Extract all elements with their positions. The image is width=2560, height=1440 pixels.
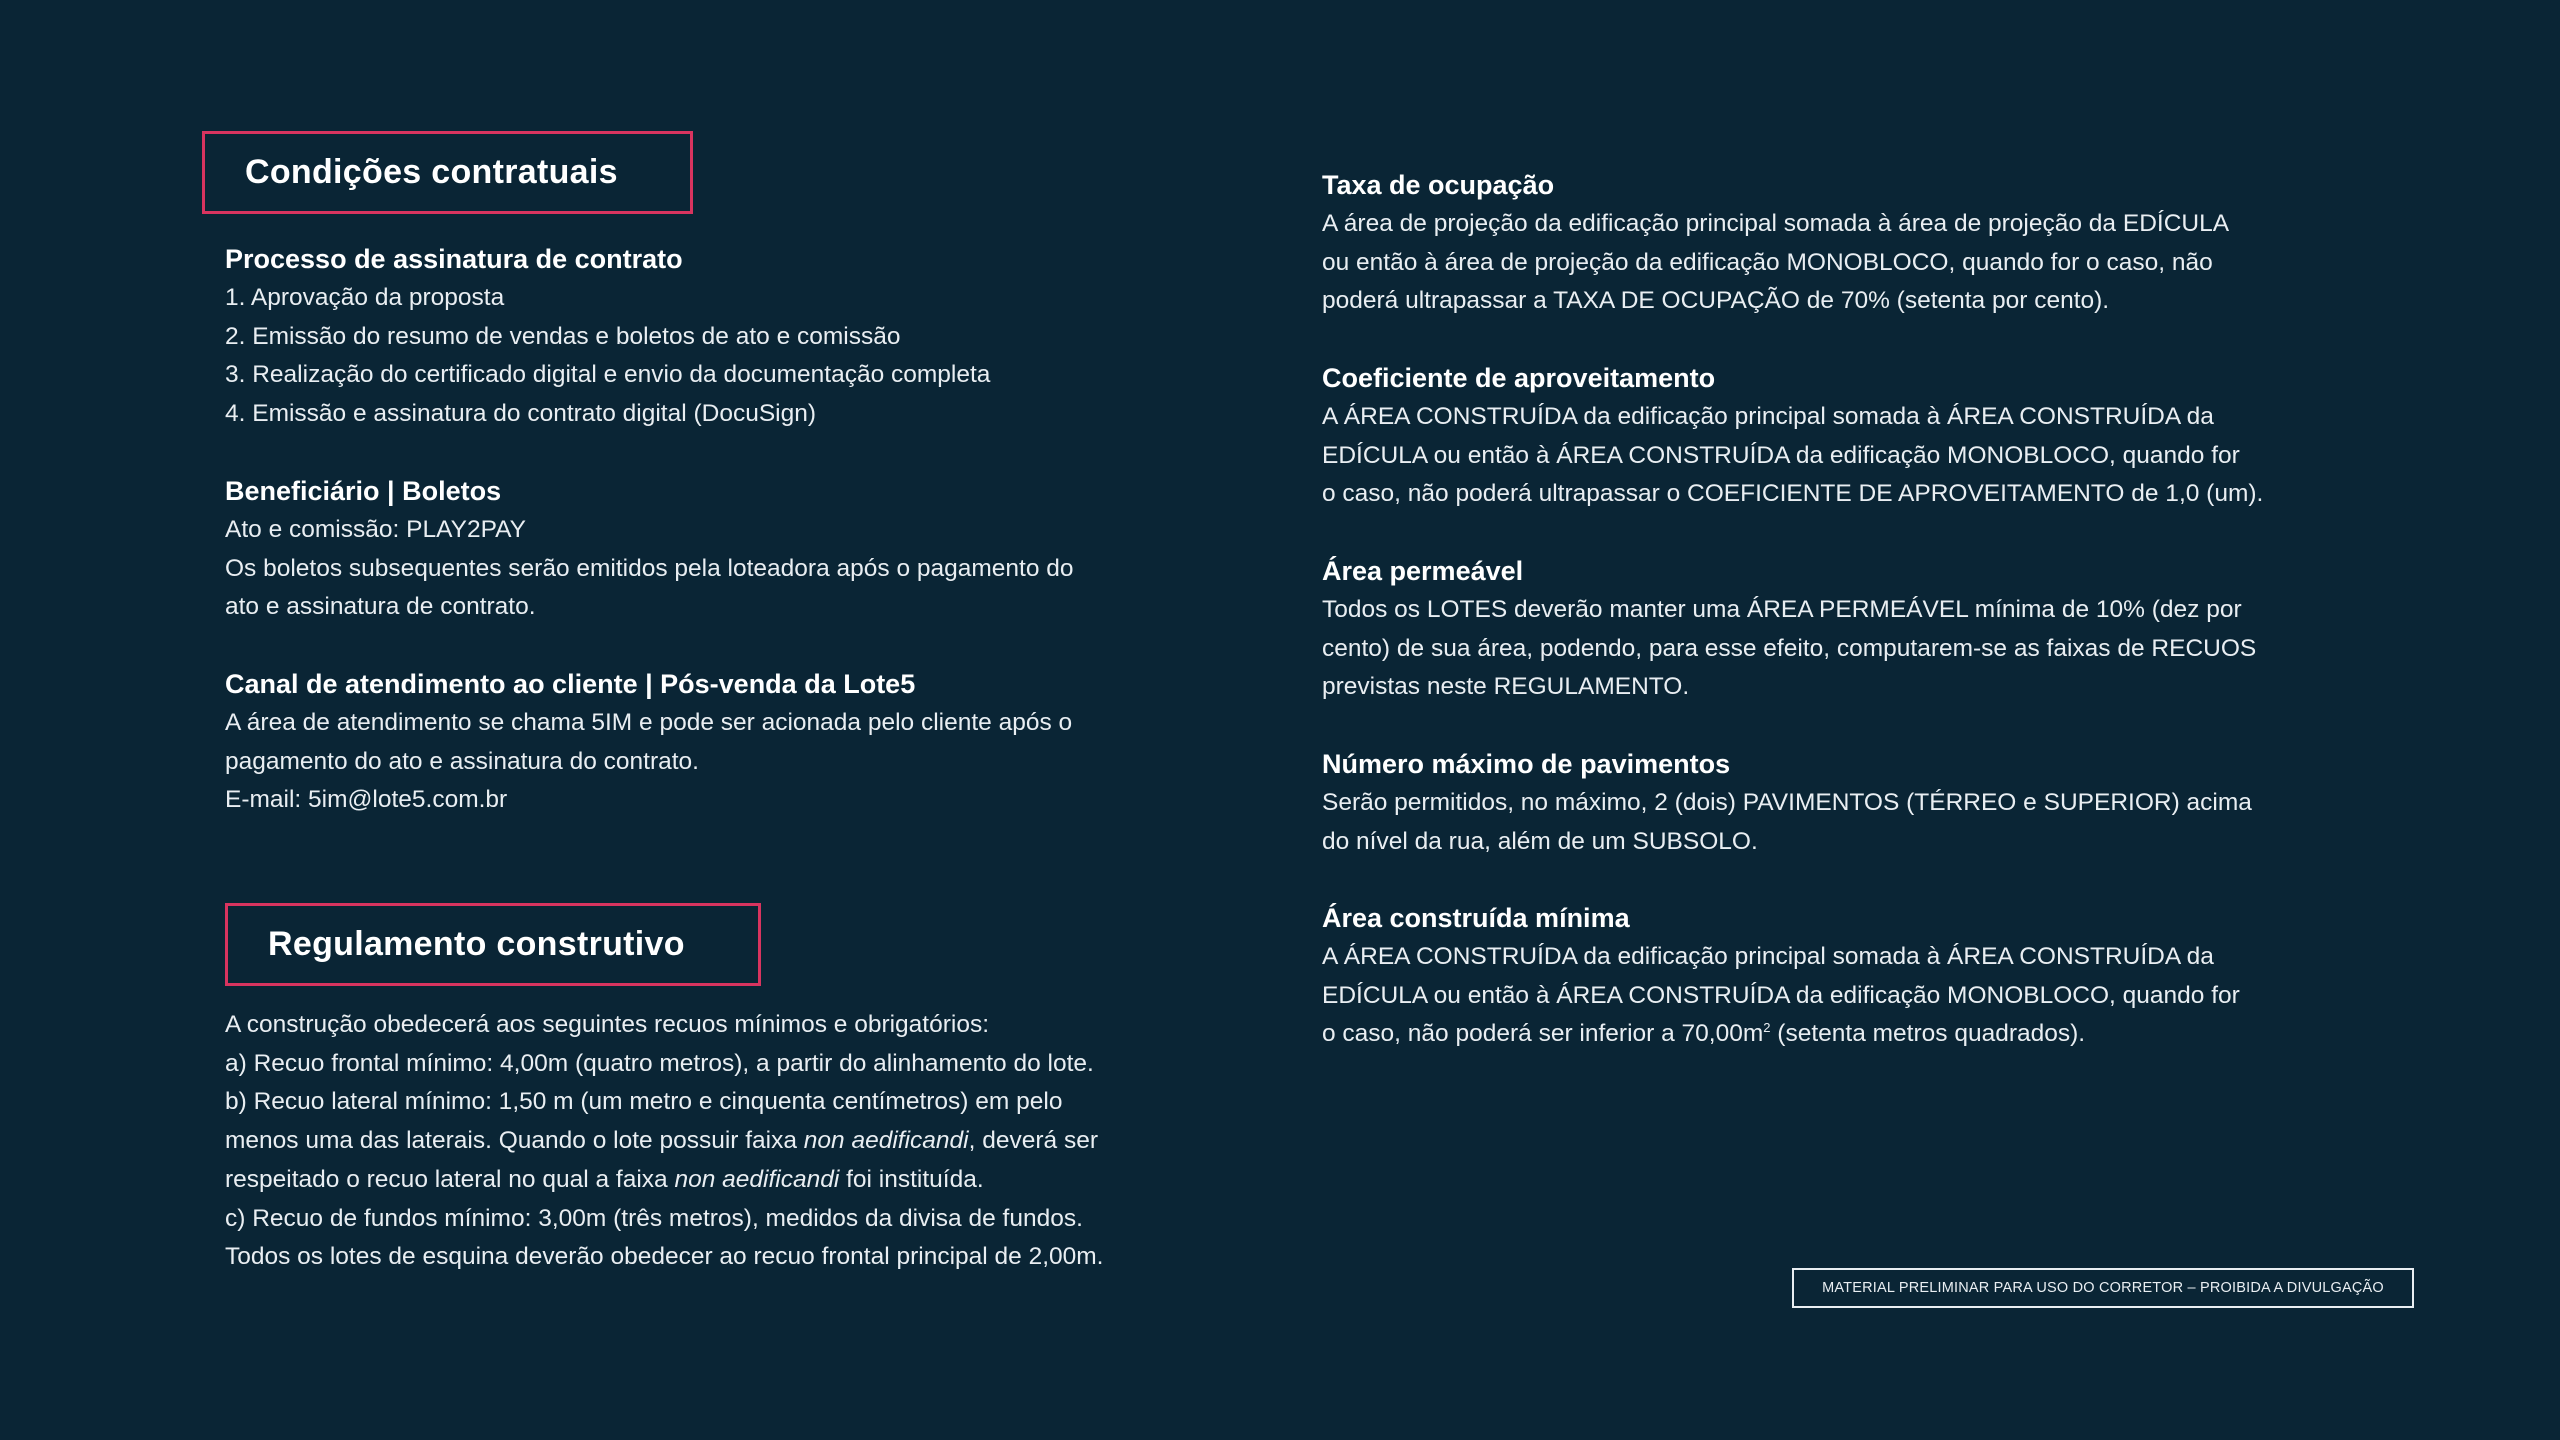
regulation-text: menos uma das laterais. Quando o lote possuir faixa bbox=[225, 1127, 804, 1155]
min-area-line: A ÁREA CONSTRUÍDA da edificação principal somada à ÁREA CONSTRUÍDA da bbox=[1322, 943, 2214, 970]
permeable-line: previstas neste REGULAMENTO. bbox=[1322, 673, 1690, 701]
process-step: 4. Emissão e assinatura do contrato digital (DocuSign) bbox=[225, 400, 817, 428]
regulation-text: respeitado o recuo lateral no qual a faixa bbox=[225, 1165, 675, 1193]
min-area-block bbox=[1322, 899, 2240, 1054]
min-area-text: (setenta metros quadrados). bbox=[1770, 1020, 2086, 1048]
permeable-line: Todos os LOTES deverão manter uma ÁREA PERMEÁVEL mínima de 10% (dez por bbox=[1322, 596, 2242, 623]
min-area-line: EDÍCULA ou então à ÁREA CONSTRUÍDA da edificação MONOBLOCO, quando for bbox=[1322, 981, 2240, 1009]
support-line: A área de atendimento se chama 5IM e pode ser acionada pelo cliente após o bbox=[225, 709, 1073, 736]
regulation-heading-box bbox=[225, 903, 761, 986]
beneficiary-line: Ato e comissão: PLAY2PAY bbox=[225, 516, 526, 543]
occupancy-line: A área de projeção da edificação principal somada à área de projeção da EDÍCULA bbox=[1322, 210, 2230, 237]
min-area-title: Área construída mínima bbox=[1322, 903, 1630, 933]
permeable-block bbox=[1322, 552, 2256, 707]
floors-line: do nível da rua, além de um SUBSOLO. bbox=[1322, 827, 1758, 855]
floors-line: Serão permitidos, no máximo, 2 (dois) PAVIMENTOS (TÉRREO e SUPERIOR) acima bbox=[1322, 789, 2252, 816]
process-step: 2. Emissão do resumo de vendas e boletos de ato e comissão bbox=[225, 322, 901, 350]
floors-block bbox=[1322, 745, 2252, 861]
regulation-italic-term: non aedificandi bbox=[803, 1127, 969, 1155]
process-step: 1. Aprovação da proposta bbox=[225, 284, 505, 311]
support-email: E-mail: 5im@lote5.com.br bbox=[225, 786, 508, 814]
regulation-line: Todos os lotes de esquina deverão obedecer ao recuo frontal principal de 2,00m. bbox=[225, 1243, 1104, 1271]
occupancy-block bbox=[1322, 166, 2229, 321]
floors-title: Número máximo de pavimentos bbox=[1322, 749, 1731, 779]
regulation-line bbox=[225, 1161, 1103, 1200]
conditions-heading-box bbox=[202, 131, 693, 214]
utilization-line: A ÁREA CONSTRUÍDA da edificação principal somada à ÁREA CONSTRUÍDA da bbox=[1322, 403, 2214, 430]
utilization-title: Coeficiente de aproveitamento bbox=[1322, 363, 1716, 393]
process-step: 3. Realização do certificado digital e envio da documentação completa bbox=[225, 361, 991, 389]
regulation-line: b) Recuo lateral mínimo: 1,50 m (um metro e cinquenta centímetros) em pelo bbox=[225, 1088, 1063, 1116]
regulation-text: , deverá ser bbox=[968, 1127, 1098, 1155]
regulation-line: c) Recuo de fundos mínimo: 3,00m (três metros), medidos da divisa de fundos. bbox=[225, 1204, 1083, 1232]
beneficiary-title: Beneficiário | Boletos bbox=[225, 476, 502, 506]
min-area-text: o caso, não poderá ser inferior a 70,00m bbox=[1322, 1020, 1764, 1048]
process-block bbox=[225, 240, 990, 434]
support-line: pagamento do ato e assinatura do contrato. bbox=[225, 747, 699, 775]
permeable-line: cento) de sua área, podendo, para esse efeito, computarem-se as faixas de RECUOS bbox=[1322, 634, 2257, 662]
superscript-two: 2 bbox=[1763, 1020, 1771, 1036]
occupancy-line: poderá ultrapassar a TAXA DE OCUPAÇÃO de 70% (setenta por cento). bbox=[1322, 287, 2110, 315]
utilization-line: EDÍCULA ou então à ÁREA CONSTRUÍDA da edificação MONOBLOCO, quando for bbox=[1322, 441, 2240, 469]
beneficiary-block bbox=[225, 472, 1074, 627]
conditions-title: Condições contratuais bbox=[245, 153, 618, 191]
utilization-line: o caso, não poderá ultrapassar o COEFICIENTE DE APROVEITAMENTO de 1,0 (um). bbox=[1322, 480, 2264, 508]
regulation-text: foi instituída. bbox=[839, 1165, 984, 1193]
support-title: Canal de atendimento ao cliente | Pós-venda da Lote5 bbox=[225, 669, 916, 699]
regulation-title: Regulamento construtivo bbox=[268, 925, 685, 963]
beneficiary-line: ato e assinatura de contrato. bbox=[225, 593, 536, 621]
regulation-italic-term: non aedificandi bbox=[674, 1165, 840, 1193]
disclaimer-text: MATERIAL PRELIMINAR PARA USO DO CORRETOR – PROIBIDA A DIVULGAÇÃO bbox=[1822, 1280, 2384, 1296]
utilization-block bbox=[1322, 359, 2263, 514]
occupancy-line: ou então à área de projeção da edificação MONOBLOCO, quando for o caso, não bbox=[1322, 248, 2213, 276]
process-title: Processo de assinatura de contrato bbox=[225, 244, 683, 274]
regulation-line: A construção obedecerá aos seguintes recuos mínimos e obrigatórios: bbox=[225, 1011, 990, 1038]
regulation-block bbox=[225, 1006, 1103, 1277]
permeable-title: Área permeável bbox=[1322, 556, 1524, 586]
min-area-line bbox=[1322, 1015, 2240, 1054]
disclaimer-box bbox=[1792, 1268, 2414, 1308]
regulation-line: a) Recuo frontal mínimo: 4,00m (quatro metros), a partir do alinhamento do lote. bbox=[225, 1049, 1094, 1077]
beneficiary-line: Os boletos subsequentes serão emitidos pela loteadora após o pagamento do bbox=[225, 554, 1074, 582]
occupancy-title: Taxa de ocupação bbox=[1322, 170, 1555, 200]
regulation-line bbox=[225, 1122, 1103, 1161]
support-block bbox=[225, 665, 1072, 820]
